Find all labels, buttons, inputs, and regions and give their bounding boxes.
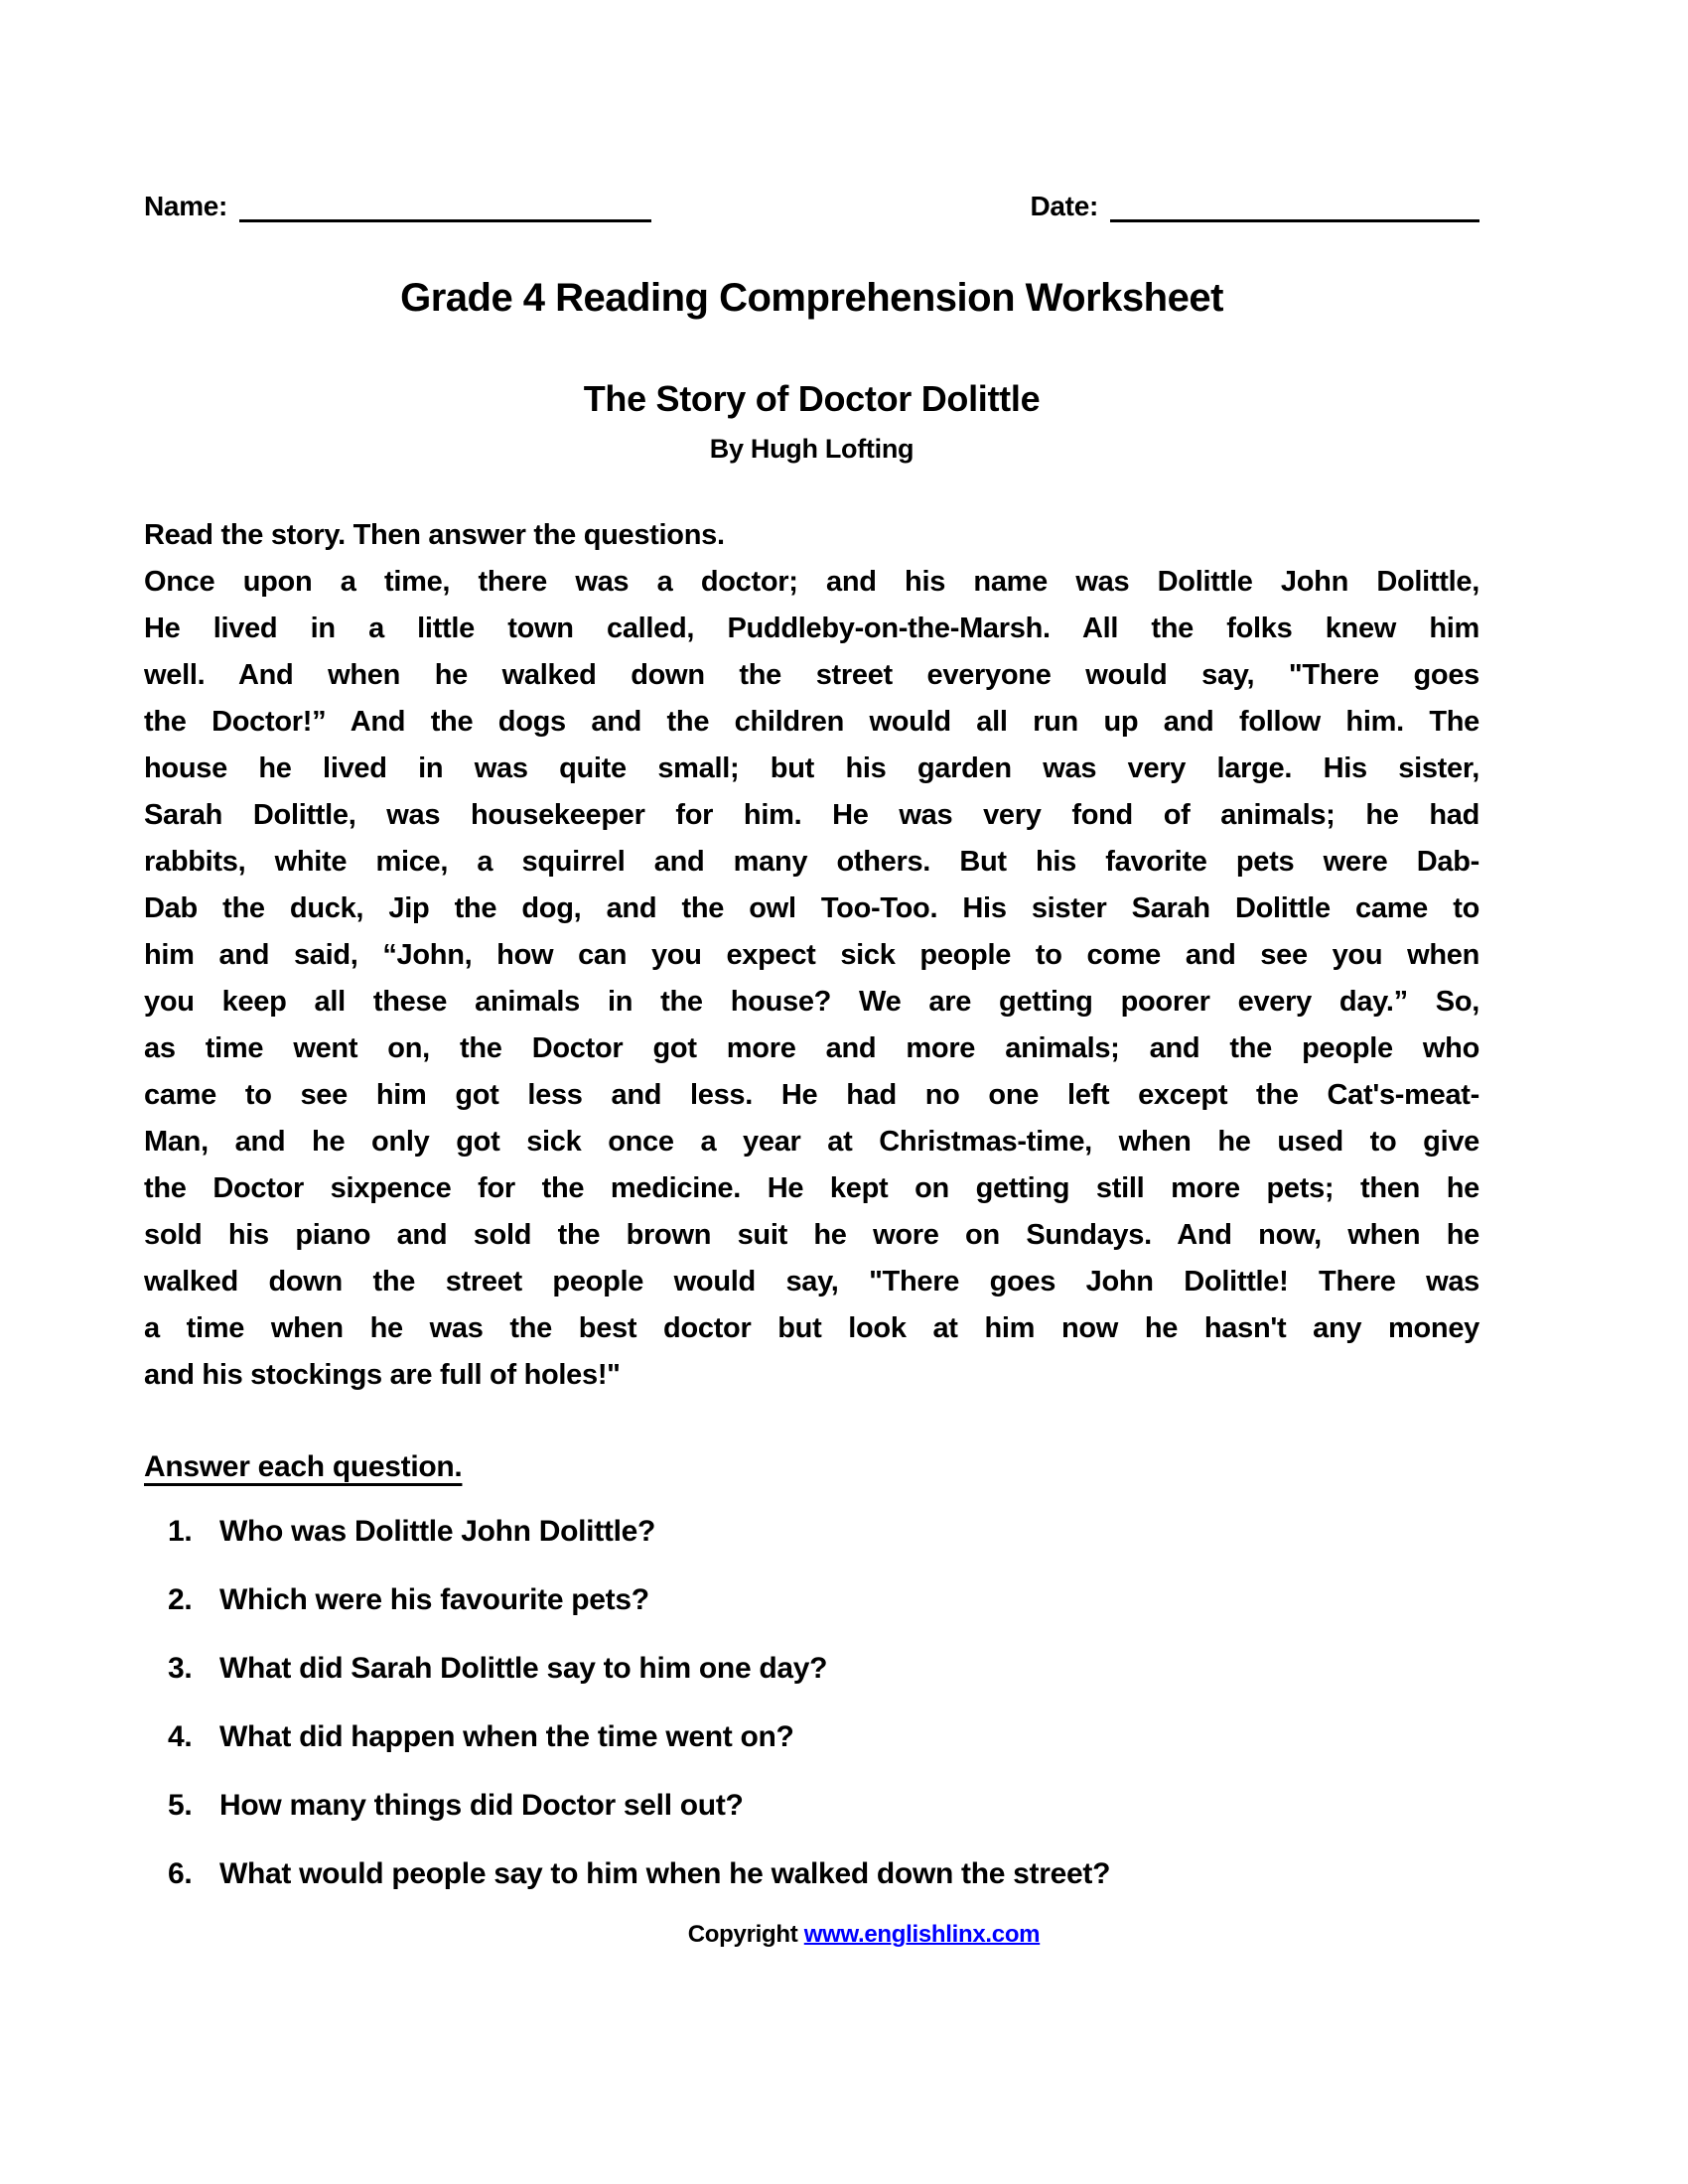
question-text: Which were his favourite pets?: [219, 1583, 649, 1616]
story-line: you keep all these animals in the house? We are getting poorer every day.” So,: [144, 986, 1479, 1018]
story-line: a time when he was the best doctor but look at him now he hasn't any money: [144, 1312, 1479, 1344]
story-line: as time went on, the Doctor got more and more animals; and the people who: [144, 1032, 1479, 1064]
story-line: him and said, “John, how can you expect sick people to come and see you when: [144, 939, 1479, 971]
question: [144, 1578, 1479, 1622]
answer-heading: Answer each question.: [144, 1450, 463, 1483]
story-line: Man, and he only got sick once a year at Christmas-time, when he used to give: [144, 1126, 1479, 1158]
question: [144, 1784, 1479, 1828]
questions-list: [144, 1510, 1479, 1896]
story-line: the Doctor!” And the dogs and the children would all run up and follow him. The: [144, 706, 1479, 738]
question-number: 2.: [168, 1583, 193, 1616]
story-line: Once upon a time, there was a doctor; and his name was Dolittle John Dolittle,: [144, 566, 1479, 598]
instructions-line: Read the story. Then answer the questions.: [144, 519, 725, 551]
story-line: house he lived in was quite small; but his garden was very large. His sister,: [144, 752, 1479, 784]
story-line: rabbits, white mice, a squirrel and many others. But his favorite pets were Dab-: [144, 846, 1479, 878]
story-line: He lived in a little town called, Puddleby-on-the-Marsh. All the folks knew him: [144, 613, 1479, 644]
footer-copyright-label: Copyright: [687, 1921, 798, 1948]
story-line: Dab the duck, Jip the dog, and the owl Too-Too. His sister Sarah Dolittle came to: [144, 892, 1479, 924]
name-blank-line: [239, 191, 651, 222]
story-text: [144, 559, 1479, 1399]
story-byline: By Hugh Lofting: [709, 434, 914, 464]
question-number: 5.: [168, 1789, 193, 1822]
story-line: and his stockings are full of holes!": [144, 1359, 621, 1391]
footer-link[interactable]: www.englishlinx.com: [803, 1921, 1041, 1948]
story-line: Sarah Dolittle, was housekeeper for him. He was very fond of animals; he had: [144, 799, 1479, 831]
question-text: Who was Dolittle John Dolittle?: [219, 1515, 656, 1548]
story-line: well. And when he walked down the street everyone would say, "There goes: [144, 659, 1479, 691]
question-text: What did happen when the time went on?: [219, 1720, 794, 1753]
question-number: 6.: [168, 1857, 193, 1890]
question-number: 4.: [168, 1720, 193, 1753]
story-title: The Story of Doctor Dolittle: [583, 378, 1041, 419]
name-label: Name:: [144, 191, 228, 221]
question: [144, 1715, 1479, 1759]
story-line: came to see him got less and less. He had no one left except the Cat's-meat-: [144, 1079, 1479, 1111]
date-field: [1030, 191, 1479, 222]
name-field: [144, 191, 651, 222]
question: [144, 1852, 1479, 1896]
story-line: sold his piano and sold the brown suit he wore on Sundays. And now, when he: [144, 1219, 1479, 1251]
header-row: [144, 191, 1479, 222]
question: [144, 1510, 1479, 1554]
date-label: Date:: [1030, 191, 1098, 221]
question-number: 1.: [168, 1515, 193, 1548]
question-text: What would people say to him when he walked down the street?: [219, 1857, 1111, 1890]
date-blank-line: [1110, 191, 1479, 222]
question-text: How many things did Doctor sell out?: [219, 1789, 744, 1822]
question-text: What did Sarah Dolittle say to him one day?: [219, 1652, 828, 1685]
question-number: 3.: [168, 1652, 193, 1685]
story-line: the Doctor sixpence for the medicine. He kept on getting still more pets; then he: [144, 1172, 1479, 1204]
worksheet-title: Grade 4 Reading Comprehension Worksheet: [400, 276, 1223, 320]
footer: [144, 1921, 1479, 1949]
story-line: walked down the street people would say, "There goes John Dolittle! There was: [144, 1266, 1479, 1297]
question: [144, 1647, 1479, 1691]
